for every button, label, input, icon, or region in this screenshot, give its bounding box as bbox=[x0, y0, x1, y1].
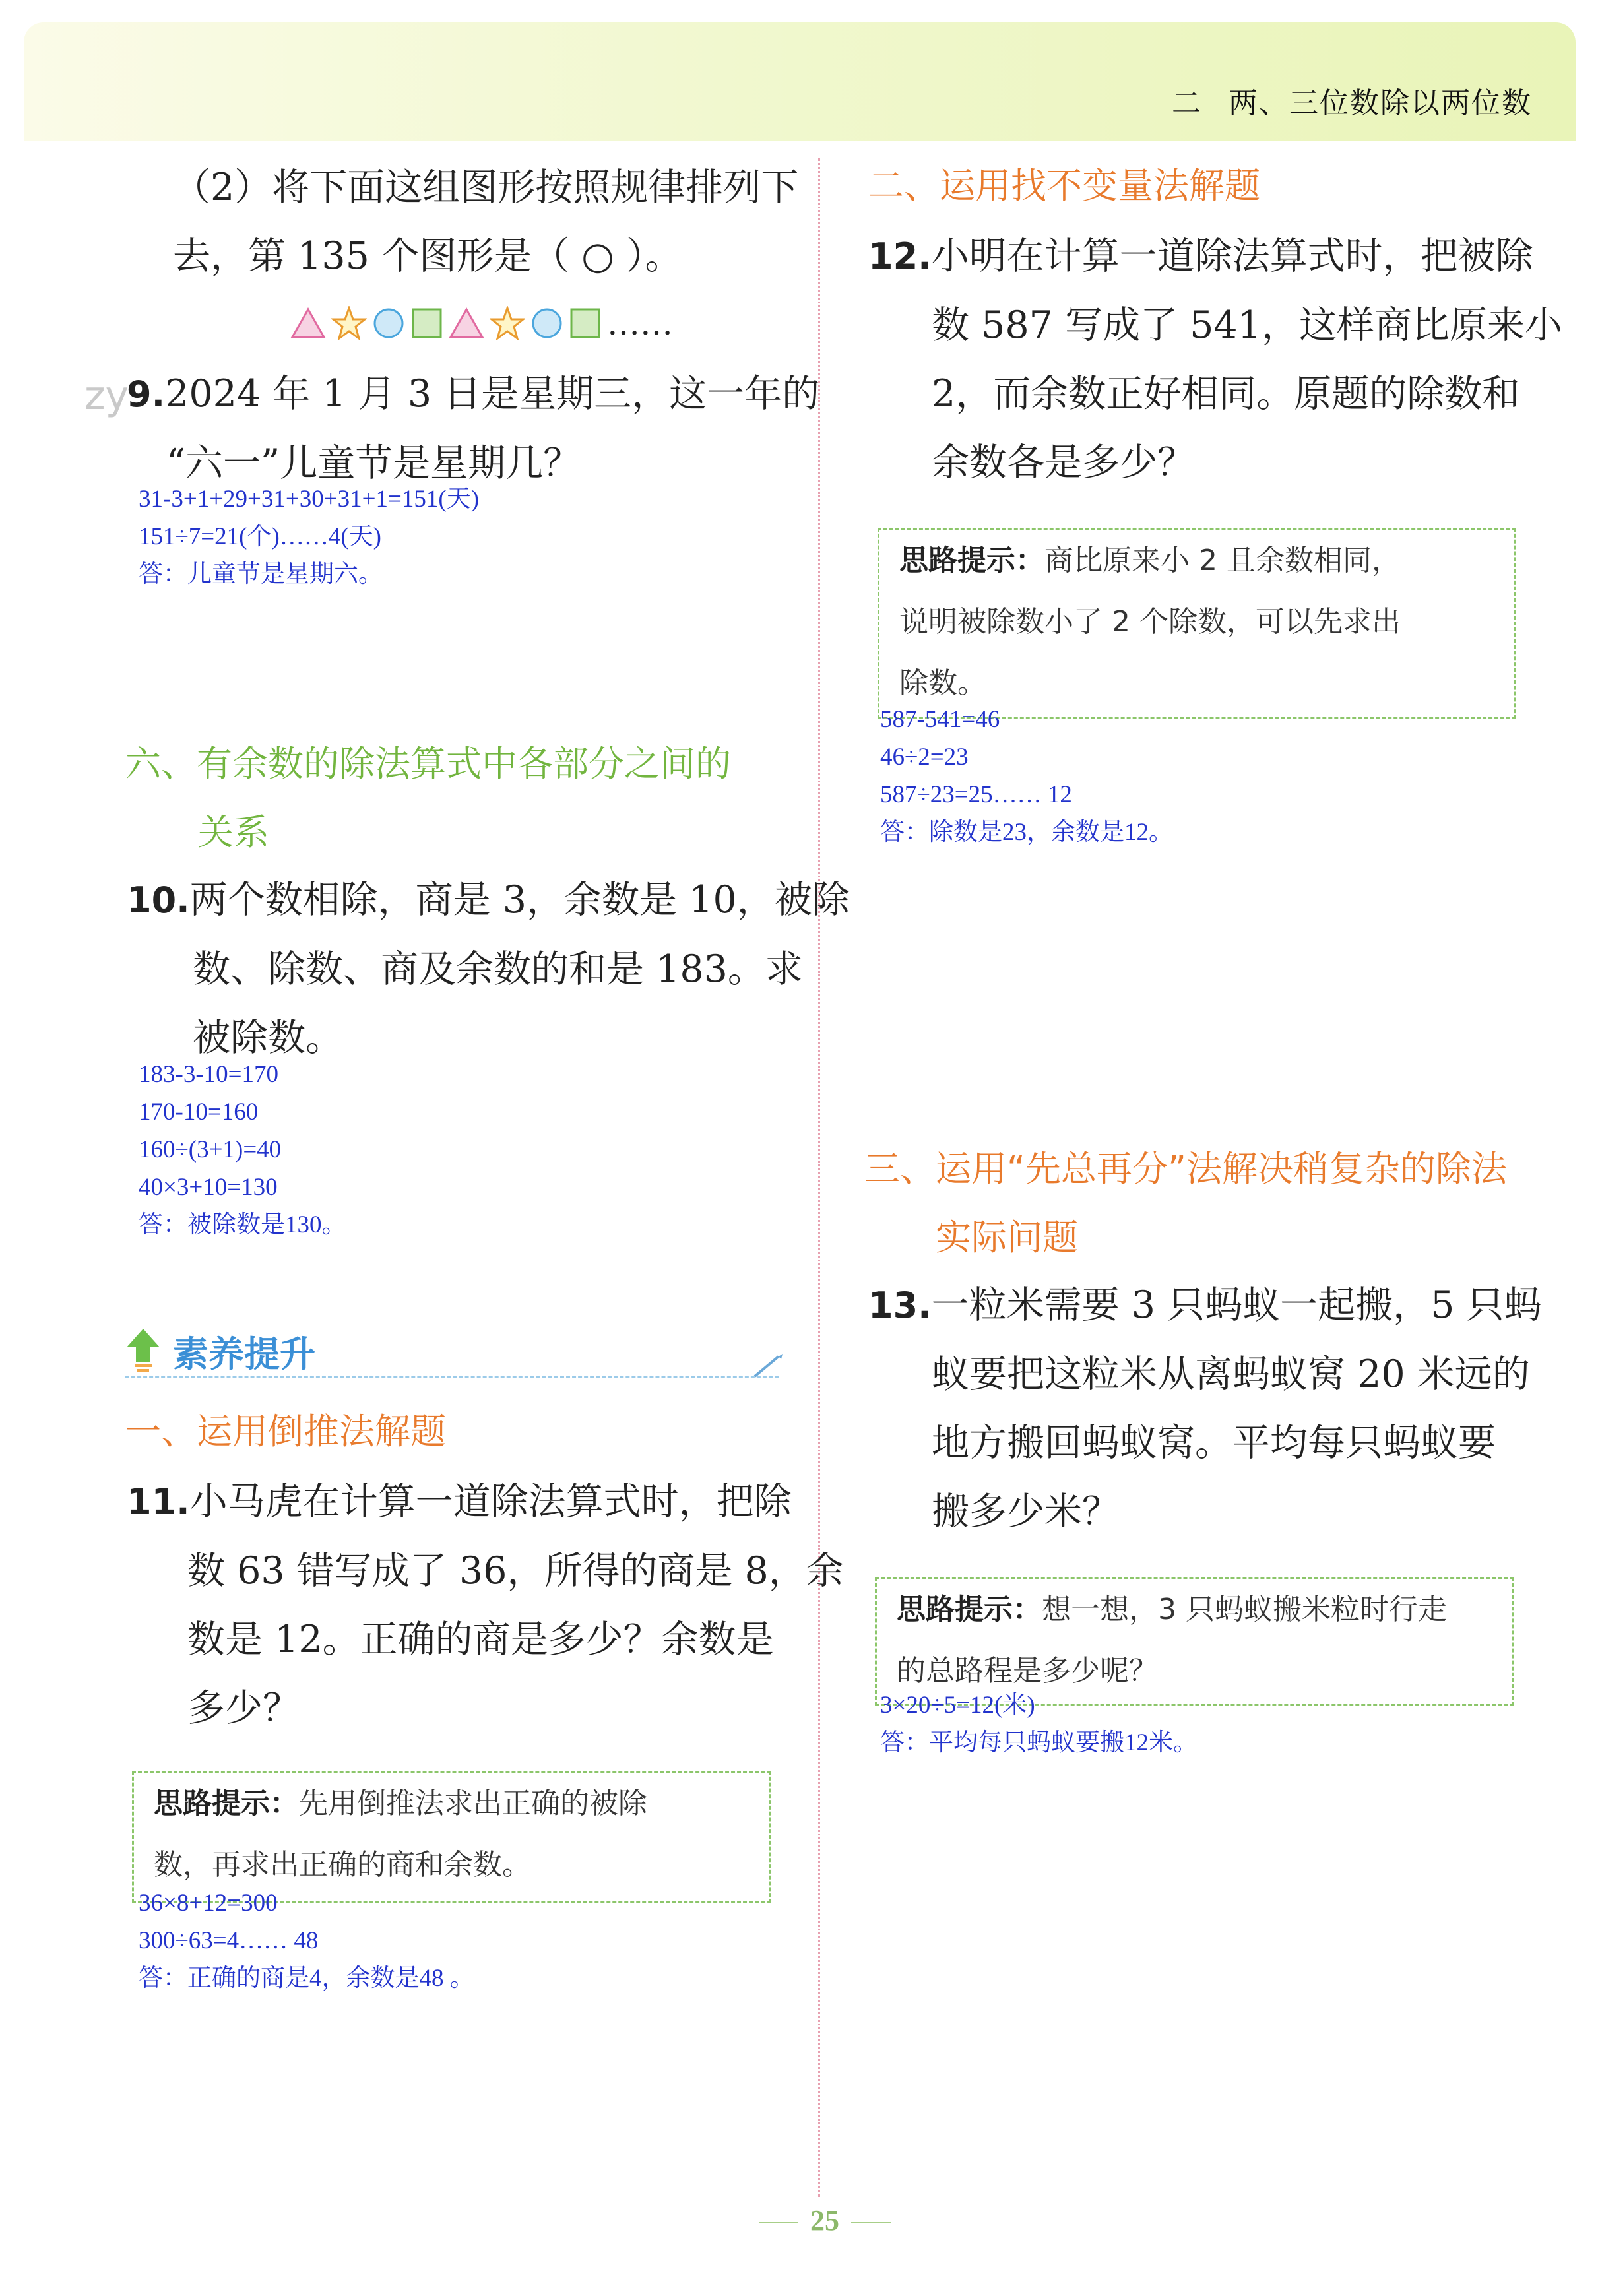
q12-hint-label: 思路提示： bbox=[899, 544, 1044, 577]
question-13 bbox=[868, 1271, 1542, 1546]
q9-answer-line: 151÷7=21(个)……4(天) bbox=[139, 523, 381, 550]
triangle-icon bbox=[449, 307, 484, 339]
q12-answer-line: 587-541=46 bbox=[880, 706, 1000, 733]
watermark: zy bbox=[84, 373, 129, 419]
square-icon bbox=[410, 307, 443, 340]
q13-line4: 搬多少米？ bbox=[932, 1490, 1120, 1533]
section-6-title bbox=[125, 730, 731, 867]
star-icon bbox=[331, 306, 367, 340]
up-arrow-icon bbox=[125, 1327, 161, 1374]
chapter-number: 二 bbox=[1172, 86, 1202, 120]
circle-icon bbox=[372, 307, 405, 340]
q10-line1: 两个数相除，商是 3，余数是 10，被除 bbox=[189, 878, 850, 922]
square-icon bbox=[569, 307, 602, 340]
section-2-title: 二、运用找不变量法解题 bbox=[868, 165, 1260, 207]
q12-hint-line2: 说明被除数小了 2 个除数，可以先求出 bbox=[899, 605, 1401, 639]
shape-pattern bbox=[290, 300, 673, 346]
q9-line1: 2024 年 1 月 3 日是星期三，这一年的 bbox=[165, 372, 820, 416]
q9-line2: “六一”儿童节是星期几？ bbox=[166, 441, 581, 485]
q10-answer-line: 160÷(3+1)=40 bbox=[139, 1136, 282, 1163]
q10-line3: 被除数。 bbox=[193, 1016, 343, 1060]
section-1-title: 一、运用倒推法解题 bbox=[125, 1411, 446, 1452]
pencil-icon bbox=[752, 1353, 784, 1379]
q11-line2: 数 63 错写成了 36，所得的商是 8，余 bbox=[187, 1549, 844, 1593]
q11-line1: 小马虎在计算一道除法算式时，把除 bbox=[189, 1480, 792, 1523]
q9-answer bbox=[139, 480, 479, 593]
triangle-icon bbox=[290, 307, 326, 339]
question-11 bbox=[127, 1467, 844, 1742]
section-3-line1: 三、运用“先总再分”法解决稍复杂的除法 bbox=[864, 1148, 1507, 1190]
q10-answer-line: 170-10=160 bbox=[139, 1099, 259, 1126]
section-6-line1: 六、有余数的除法算式中各部分之间的 bbox=[125, 743, 731, 784]
q10-line2: 数、除数、商及余数的和是 183。求 bbox=[193, 947, 803, 991]
q12-line4: 余数各是多少？ bbox=[932, 441, 1195, 484]
q10-number: 10. bbox=[127, 879, 190, 921]
question-12 bbox=[868, 222, 1562, 497]
star-icon bbox=[490, 306, 525, 340]
q11-hint-box bbox=[132, 1771, 771, 1903]
q13-hint-line1: 想一想，3 只蚂蚁搬米粒时行走 bbox=[1042, 1593, 1447, 1626]
q13-hint-line2: 的总路程是多少呢？ bbox=[897, 1654, 1158, 1688]
q13-line2: 蚁要把这粒米从离蚂蚁窝 20 米远的 bbox=[932, 1353, 1530, 1396]
circle-icon bbox=[530, 307, 563, 340]
q12-hint-line1: 商比原来小 2 且余数相同， bbox=[1044, 544, 1401, 577]
question-10 bbox=[127, 866, 850, 1072]
q12-answer bbox=[880, 701, 1173, 851]
suyang-heading: 素养提升 bbox=[173, 1333, 315, 1375]
q10-answer-line: 答：被除数是130。 bbox=[139, 1211, 346, 1238]
q13-number: 13. bbox=[868, 1285, 932, 1326]
q12-number: 12. bbox=[868, 236, 932, 277]
q11-answer-line: 36×8+12=300 bbox=[139, 1890, 278, 1917]
q12-answer-line: 46÷2=23 bbox=[880, 744, 969, 771]
q8-line2: 去，第 135 个图形是（ ○ ）。 bbox=[173, 234, 683, 278]
q11-answer bbox=[139, 1884, 474, 1997]
q10-answer bbox=[139, 1056, 346, 1244]
q11-hint-line2: 数，再求出正确的商和余数。 bbox=[154, 1848, 531, 1882]
chapter-name: 两、三位数除以两位数 bbox=[1229, 86, 1532, 120]
q9-answer-line: 31-3+1+29+31+30+31+1=151(天) bbox=[139, 486, 480, 513]
page-number-rule-right bbox=[851, 2222, 891, 2223]
q9-number: 9. bbox=[127, 373, 166, 415]
section-3-line2: 实际问题 bbox=[936, 1217, 1078, 1258]
q13-answer-line: 答：平均每只蚂蚁要搬12米。 bbox=[880, 1729, 1198, 1756]
q11-hint-line1: 先用倒推法求出正确的被除 bbox=[299, 1787, 647, 1820]
q11-line4: 多少？ bbox=[187, 1686, 300, 1730]
q13-line1: 一粒米需要 3 只蚂蚁一起搬，5 只蚂 bbox=[931, 1283, 1542, 1327]
q12-hint-line3: 除数。 bbox=[899, 666, 986, 700]
section-3-title bbox=[864, 1135, 1507, 1272]
chapter-title bbox=[1172, 79, 1532, 121]
q12-line2: 数 587 写成了 541，这样商比原来小 bbox=[932, 303, 1562, 347]
q8-part2 bbox=[173, 153, 798, 290]
question-9 bbox=[127, 360, 819, 497]
q13-answer-line: 3×20÷5=12(米) bbox=[880, 1692, 1035, 1719]
q10-answer-line: 183-3-10=170 bbox=[139, 1061, 279, 1088]
pattern-ellipsis: …… bbox=[607, 304, 673, 342]
q12-line3: 2，而余数正好相同。原题的除数和 bbox=[932, 372, 1520, 416]
q12-answer-line: 答：除数是23，余数是12。 bbox=[880, 819, 1173, 846]
page-number: 25 bbox=[810, 2204, 839, 2237]
q11-line3: 数是 12。正确的商是多少？余数是 bbox=[187, 1618, 774, 1661]
q9-answer-line: 答：儿童节是星期六。 bbox=[139, 561, 383, 588]
q13-line3: 地方搬回蚂蚁窝。平均每只蚂蚁要 bbox=[932, 1421, 1496, 1465]
q13-hint-label: 思路提示： bbox=[897, 1593, 1042, 1626]
q12-line1: 小明在计算一道除法算式时，把被除 bbox=[931, 234, 1533, 278]
q11-answer-line: 300÷63=4…… 48 bbox=[139, 1927, 319, 1954]
q11-answer-line: 答：正确的商是4，余数是48 。 bbox=[139, 1965, 474, 1992]
q11-number: 11. bbox=[127, 1481, 190, 1523]
q12-hint-box bbox=[878, 528, 1516, 719]
q13-answer bbox=[880, 1686, 1198, 1762]
q12-answer-line: 587÷23=25…… 12 bbox=[880, 781, 1072, 808]
section-6-line2: 关系 bbox=[198, 812, 269, 853]
q11-hint-label: 思路提示： bbox=[154, 1787, 299, 1820]
q8-line1: （2）将下面这组图形按照规律排列下 bbox=[173, 166, 799, 209]
q10-answer-line: 40×3+10=130 bbox=[139, 1174, 278, 1201]
suyang-underline bbox=[125, 1376, 779, 1378]
